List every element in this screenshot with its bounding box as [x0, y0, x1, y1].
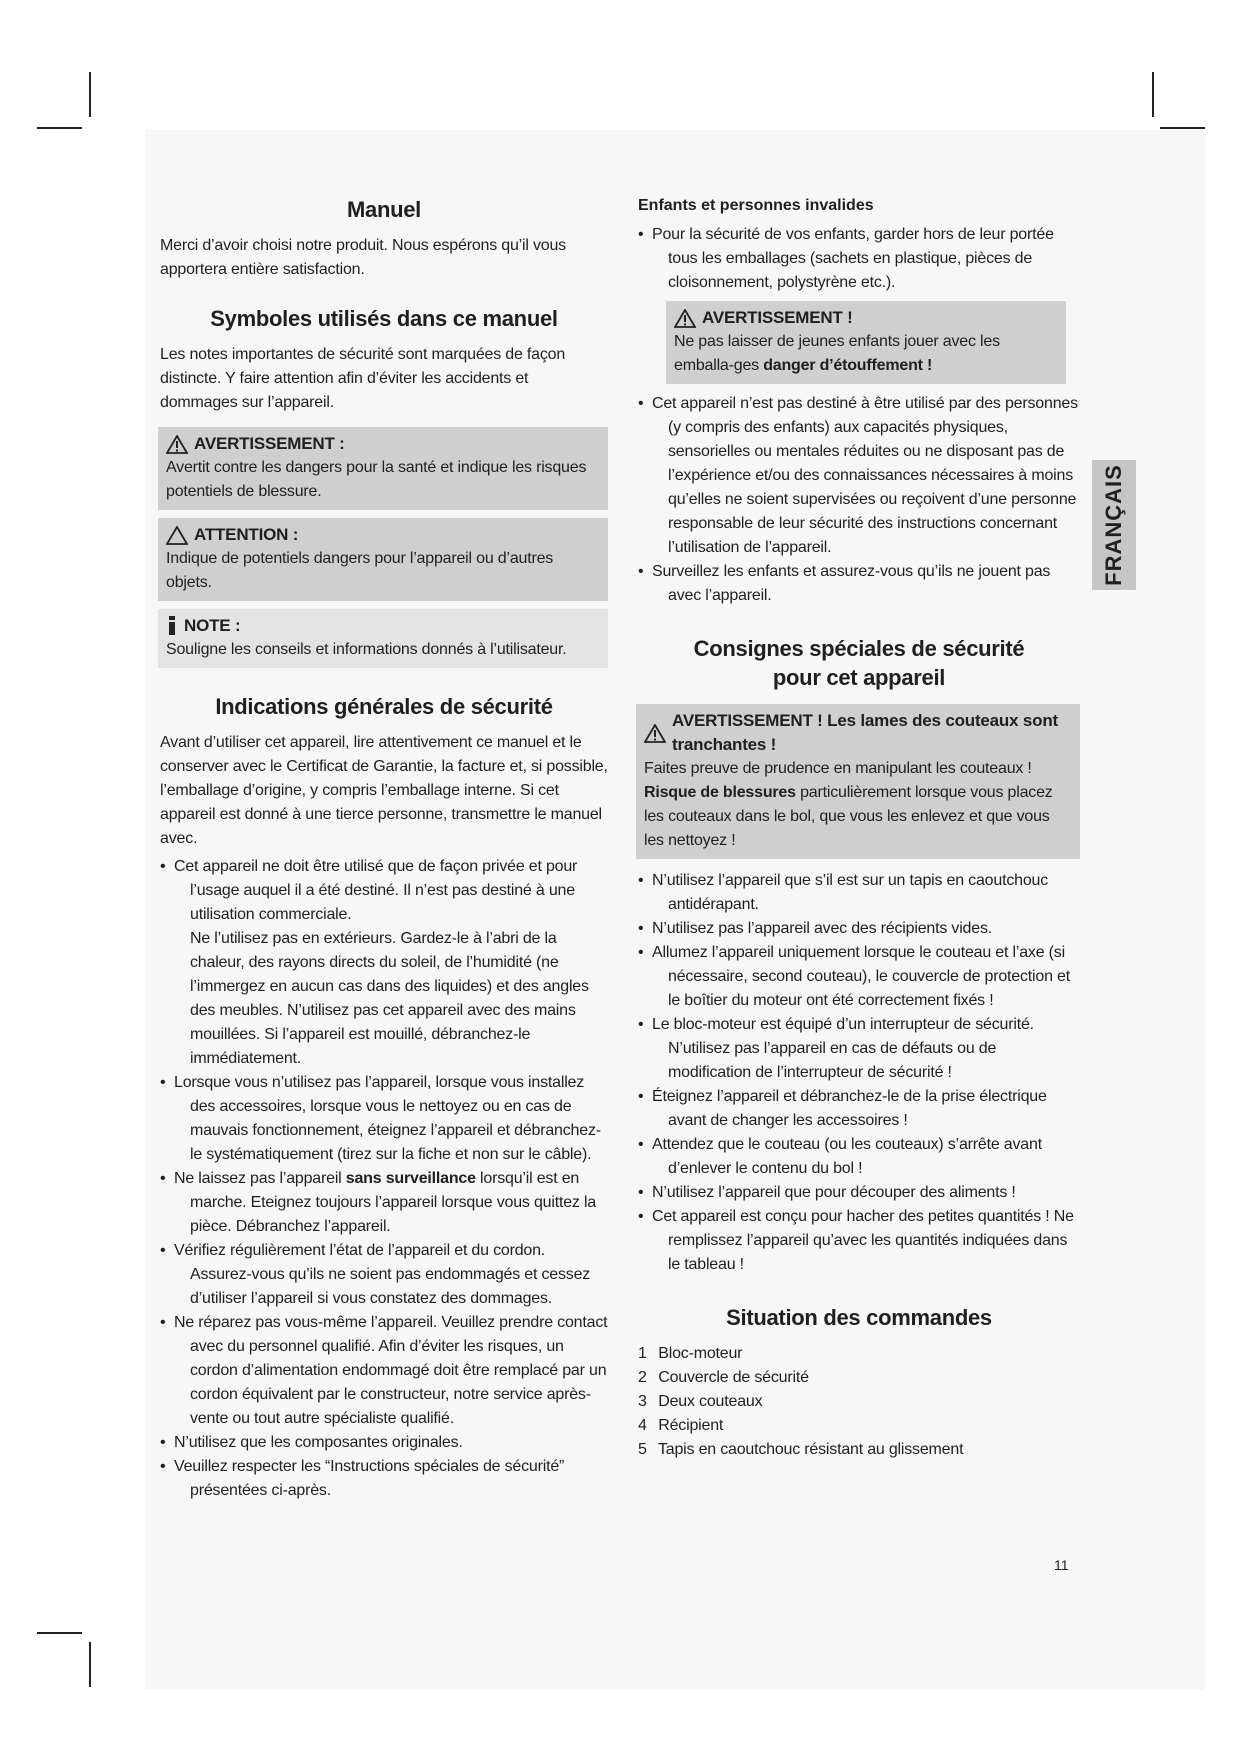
crop-mark	[89, 72, 91, 117]
right-column	[638, 195, 1080, 1462]
special-safety-title: Consignes spéciales de sécurité pour cet appareil	[693, 636, 1025, 690]
list-item: 3 Deux couteaux	[638, 1393, 763, 1410]
blades-warning-box	[636, 704, 1080, 859]
symbols-text: Les notes importantes de sécurité sont marquées de façon distincte. Y faire attention afin d’éviter les accidents et dommages sur l’appareil.	[160, 346, 566, 411]
crop-mark	[37, 1632, 82, 1634]
attention-text: Indique de potentiels dangers pour l’appareil ou d’autres objets.	[166, 550, 554, 591]
language-label: FRANÇAIS	[1101, 464, 1126, 586]
attention-title: ATTENTION :	[194, 525, 299, 544]
crop-mark	[1160, 127, 1205, 129]
list-item: • Vérifiez régulièrement l’état de l’appareil et du cordon. Assurez-vous qu’ils ne soient pas endommagés et cessez d’utiliser l’appareil si vous constatez des dommages.	[160, 1239, 608, 1311]
list-item: • N’utilisez l’appareil que pour découper des aliments !	[638, 1181, 1080, 1205]
info-icon	[166, 616, 178, 636]
children-list	[638, 223, 1080, 295]
list-item: • N’utilisez que les composantes originales.	[160, 1431, 608, 1455]
controls-list	[638, 1342, 1080, 1462]
crop-mark	[89, 1642, 91, 1687]
crop-mark	[37, 127, 82, 129]
special-safety-list	[638, 869, 1080, 1277]
language-side-tab	[1092, 460, 1136, 590]
general-safety-list	[160, 855, 608, 1503]
list-item: • Ne laissez pas l’appareil sans surveillance lorsqu’il est en marche. Eteignez toujours l’appareil lorsque vous quittez la pièce. Débranchez l’appareil.	[160, 1167, 608, 1239]
controls-title: Situation des commandes	[726, 1305, 992, 1330]
list-item: • N’utilisez pas l’appareil avec des récipients vides.	[638, 917, 1080, 941]
caution-triangle-icon	[166, 526, 188, 545]
children-warning-title: AVERTISSEMENT !	[702, 308, 853, 327]
list-item: 1 Bloc-moteur	[638, 1345, 743, 1362]
blades-warning-line1: Faites preuve de prudence en manipulant les couteaux !	[644, 760, 1032, 777]
list-item: • Veuillez respecter les “Instructions spéciales de sécurité” présentées ci-après.	[160, 1455, 608, 1503]
manual-text: Merci d’avoir choisi notre produit. Nous espérons qu’il vous apportera entière satisfaction.	[160, 237, 566, 278]
left-column	[160, 195, 608, 1503]
crop-mark	[1152, 72, 1154, 117]
warning-box	[158, 427, 608, 510]
note-title: NOTE :	[184, 616, 241, 635]
list-item: 2 Couvercle de sécurité	[638, 1369, 809, 1386]
list-item: • Cet appareil n’est pas destiné à être utilisé par des personnes (y compris des enfants) aux capacités physiques, sensorielles ou mentales réduites ou ne disposant pas de l’expérience et/ou des connaissances nécessaires à moins qu’elles ne soient supervisées ou reçoivent d’une personne responsable de leur sécurité des instructions concernant l’utilisation de l’appareil.	[638, 392, 1080, 560]
note-text: Souligne les conseils et informations donnés à l’utilisateur.	[166, 641, 567, 658]
attention-box	[158, 518, 608, 601]
general-safety-intro: Avant d’utiliser cet appareil, lire attentivement ce manuel et le conserver avec le Certificat de Garantie, la facture et, si possible, l’emballage d’origine, y compris l’emballage interne. Si cet appareil est donné à une tierce personne, transmettre le manuel avec.	[160, 734, 608, 847]
list-item: • Éteignez l’appareil et débranchez-le de la prise électrique avant de changer les accessoires !	[638, 1085, 1080, 1133]
manual-title: Manuel	[347, 197, 421, 222]
blades-warning-title: AVERTISSEMENT ! Les lames des couteaux sont tranchantes !	[672, 711, 1058, 754]
list-item: • Cet appareil est conçu pour hacher des petites quantités ! Ne remplissez l’appareil qu’avec les quantités indiquées dans le tableau !	[638, 1205, 1080, 1277]
warning-title: AVERTISSEMENT :	[194, 434, 345, 453]
warning-text: Avertit contre les dangers pour la santé et indique les risques potentiels de blessure.	[166, 459, 587, 500]
list-item: • Attendez que le couteau (ou les couteaux) s’arrête avant d’enlever le contenu du bol !	[638, 1133, 1080, 1181]
list-item: • Allumez l’appareil uniquement lorsque le couteau et l’axe (si nécessaire, second couteau), le couvercle de protection et le boîtier du moteur ont été correctement fixés !	[638, 941, 1080, 1013]
list-item: 5 Tapis en caoutchouc résistant au glissement	[638, 1441, 964, 1458]
warning-triangle-icon	[644, 724, 666, 743]
warning-triangle-icon	[674, 309, 696, 328]
list-item: • Cet appareil ne doit être utilisé que de façon privée et pour l’usage auquel il a été destiné. Il n’est pas destiné à une utilisation commerciale. Ne l’utilisez pas en extérieurs. Gardez-le à l’abri de la chaleur, des rayons directs du soleil, de l’humidité (ne l’immergez en aucun cas dans des liquides) et des angles des meubles. N’utilisez pas cet appareil avec des mains mouillées. Si l’appareil est mouillé, débranchez-le immédiatement.	[160, 855, 608, 1071]
children-warning-box	[666, 301, 1066, 384]
list-item: • Pour la sécurité de vos enfants, garder hors de leur portée tous les emballages (sachets en plastique, pièces de cloisonnement, polystyrène etc.).	[638, 223, 1080, 295]
list-item: • Ne réparez pas vous-même l’appareil. Veuillez prendre contact avec du personnel qualifié. Afin d’éviter les risques, un cordon d’alimentation endommagé doit être remplacé par un cordon équivalent par le constructeur, notre service après-vente ou tout autre spécialiste qualifié.	[160, 1311, 608, 1431]
warning-triangle-icon	[166, 435, 188, 454]
children-warning-text: Ne pas laisser de jeunes enfants jouer avec les emballa-ges danger d’étouffement !	[674, 333, 1000, 374]
general-safety-title: Indications générales de sécurité	[215, 694, 553, 719]
children-list-2	[638, 392, 1080, 608]
children-title: Enfants et personnes invalides	[638, 197, 874, 214]
note-box	[158, 609, 608, 668]
page-number: 11	[1054, 1557, 1069, 1573]
symbols-title: Symboles utilisés dans ce manuel	[210, 306, 558, 331]
list-item: • Le bloc-moteur est équipé d’un interrupteur de sécurité. N’utilisez pas l’appareil en cas de défauts ou de modification de l’interrupteur de sécurité !	[638, 1013, 1080, 1085]
blades-warning-line2: Risque de blessures particulièrement lorsque vous placez les couteaux dans le bol, que vous les enlevez et que vous les nettoyez !	[644, 784, 1053, 849]
list-item: • N’utilisez l’appareil que s’il est sur un tapis en caoutchouc antidérapant.	[638, 869, 1080, 917]
list-item: 4 Récipient	[638, 1417, 724, 1434]
list-item: • Surveillez les enfants et assurez-vous qu’ils ne jouent pas avec l’appareil.	[638, 560, 1080, 608]
list-item: • Lorsque vous n’utilisez pas l’appareil, lorsque vous installez des accessoires, lorsque vous le nettoyez ou en cas de mauvais fonctionnement, éteignez l’appareil et débranchez-le systématiquement (tirez sur la fiche et non sur le câble).	[160, 1071, 608, 1167]
